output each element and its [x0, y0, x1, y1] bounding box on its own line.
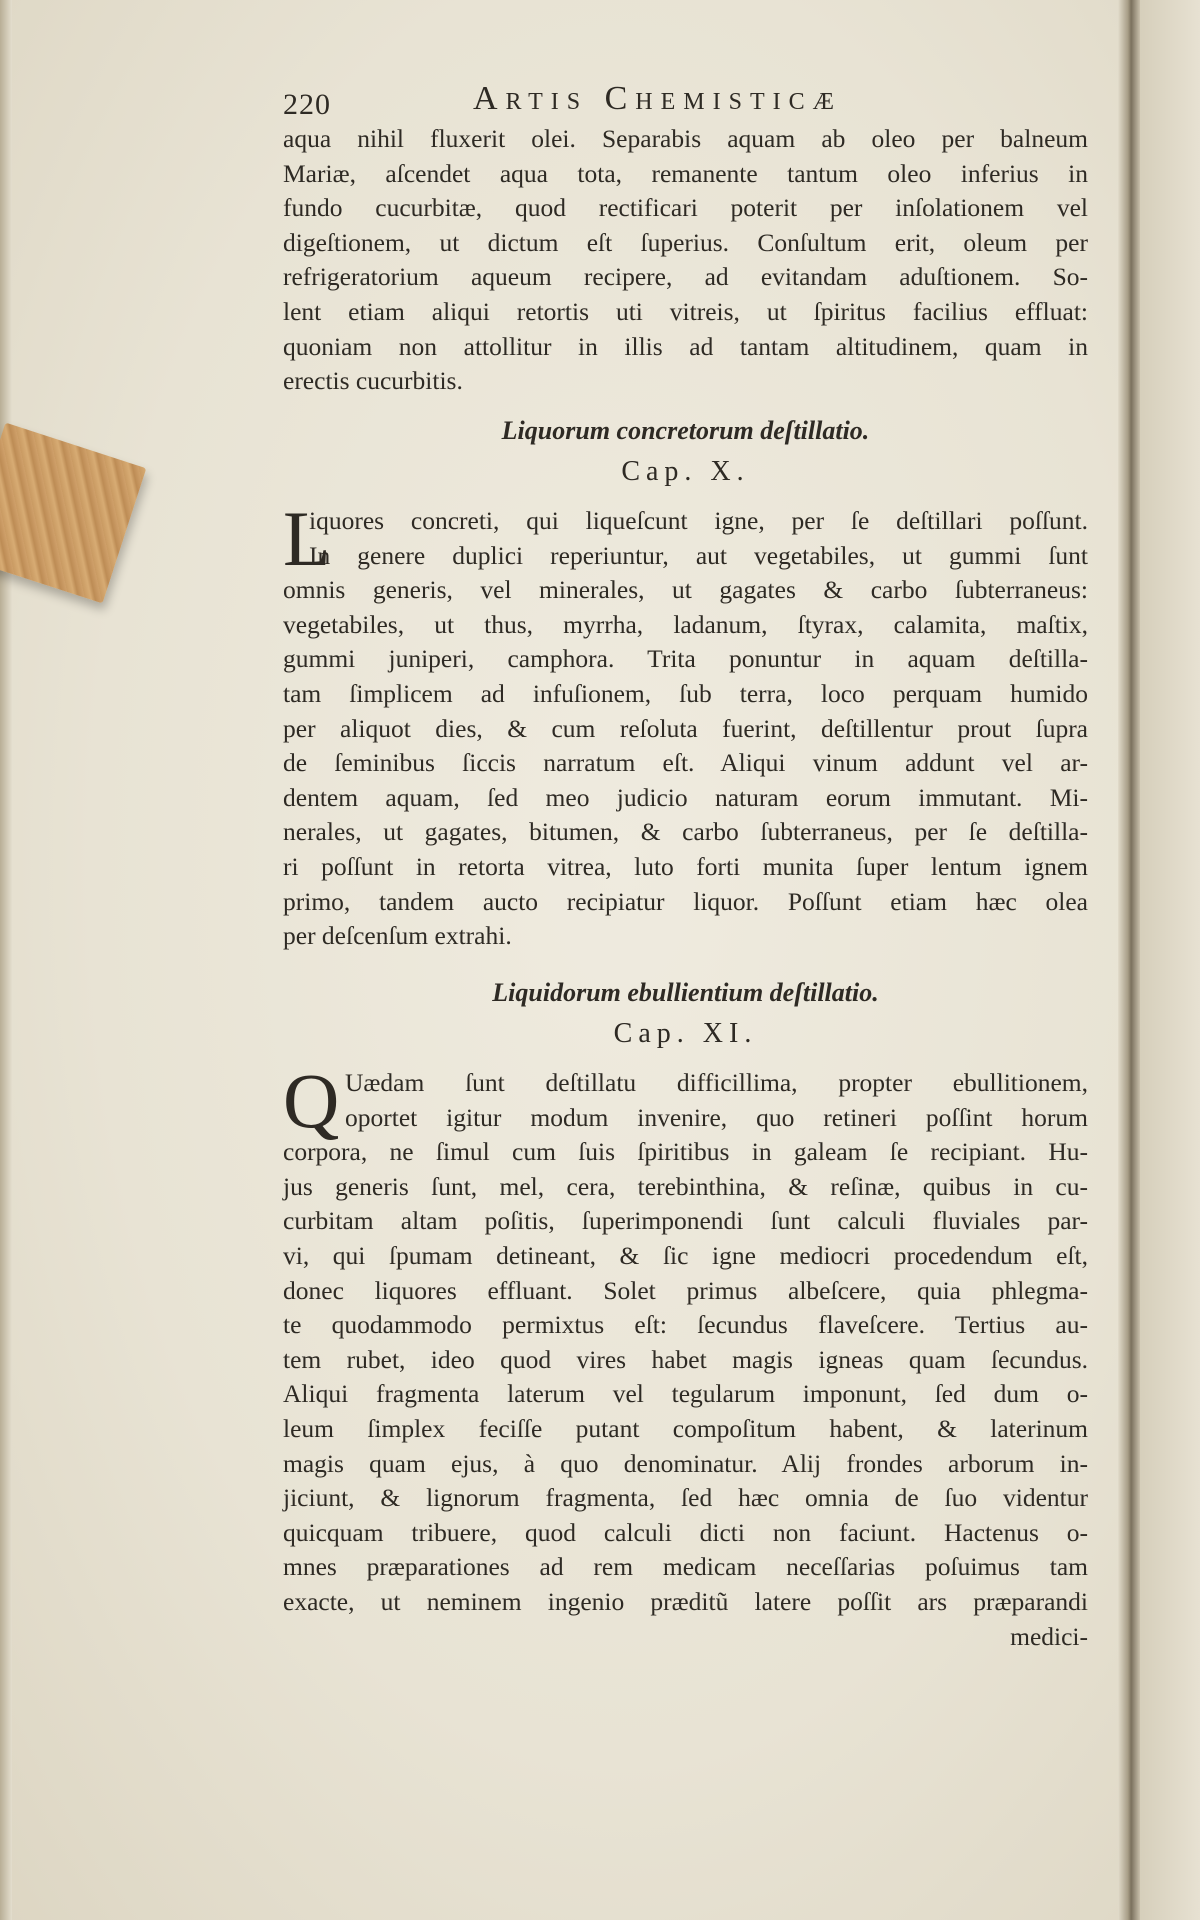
text-line: vi, qui ſpumam detineant, & ſic igne mediocri procedendum eſt, [283, 1240, 1088, 1270]
dropcap-q: Q [283, 1057, 340, 1144]
text-line: In genere duplici reperiuntur, aut vegetabiles, ut gummi ſunt [309, 540, 1088, 570]
text-line: magis quam ejus, à quo denominatur. Alij frondes arborum in- [283, 1448, 1088, 1478]
text-line: Aliqui fragmenta laterum vel tegularum imponunt, ſed dum o- [283, 1379, 1088, 1409]
text-line: nerales, ut gagates, bitumen, & carbo ſubterraneus, per ſe deſtilla- [283, 817, 1088, 847]
chapter-heading-cap-xi: Cap. XI. [613, 1018, 758, 1049]
header-title: Artis Chemisticæ [473, 80, 842, 117]
text-line: primo, tandem aucto recipiatur liquor. Poſſunt etiam hæc olea [283, 886, 1088, 916]
text-line: erectis cucurbitis. [283, 366, 463, 396]
text-line: corpora, ne ſimul cum ſuis ſpiritibus in galeam ſe recipiant. Hu- [283, 1137, 1088, 1167]
text-line: aqua nihil fluxerit olei. Separabis aquam ab oleo per balneum [283, 124, 1088, 153]
book-gutter [1118, 0, 1140, 1920]
text-line: ri poſſunt in retorta vitrea, luto forti munita ſuper lentum ignem [283, 851, 1088, 881]
text-line: mnes præparationes ad rem medicam neceſſarias poſuimus tam [283, 1552, 1088, 1582]
text-line: donec liquores effluant. Solet primus albeſcere, quia phlegma- [283, 1275, 1088, 1305]
text-line: leum ſimplex feciſſe putant compoſitum habent, & laterinum [283, 1413, 1088, 1443]
text-line: tam ſimplicem ad infuſionem, ſub terra, loco perquam humido [283, 678, 1088, 708]
page-number: 220 [283, 88, 331, 121]
text-line: exacte, ut neminem ingenio præditũ latere poſſit ars præparandi [283, 1586, 1088, 1616]
page-left-edge [0, 0, 12, 1920]
paragraph-cap-xi [283, 1057, 1088, 1654]
facing-page-edge [1140, 0, 1200, 1920]
text-line: vegetabiles, ut thus, myrrha, ladanum, ſtyrax, calamita, maſtix, [283, 609, 1088, 639]
text-line: omnis generis, vel minerales, ut gagates & carbo ſubterraneus: [283, 575, 1088, 605]
text-line: dentem aquam, ſed meo judicio naturam eorum immutant. Mi- [283, 782, 1088, 812]
text-line: per aliquot dies, & cum reſoluta fuerint, deſtillentur prout ſupra [283, 713, 1088, 743]
text-line: de ſeminibus ſiccis narratum eſt. Aliqui vinum addunt vel ar- [283, 748, 1088, 778]
text-line: te quodammodo permixtus eſt: ſecundus flaveſcere. Tertius au- [283, 1310, 1088, 1340]
text-line: oportet igitur modum invenire, quo retineri poſſint horum [345, 1102, 1088, 1132]
text-line: curbitam altam poſitis, ſuperimponendi ſunt calculi fluviales par- [283, 1206, 1088, 1236]
section-title-cap-xi: Liquidorum ebullientium deſtillatio. [492, 978, 879, 1007]
text-line: iquores concreti, qui liqueſcunt igne, per ſe deſtillari poſſunt. [309, 506, 1088, 535]
text-line: Mariæ, aſcendet aqua tota, remanente tantum oleo inferius in [283, 158, 1088, 188]
text-line: per deſcenſum extrahi. [283, 921, 512, 951]
text-line: jiciunt, & lignorum fragmenta, ſed hæc omnia de ſuo videntur [283, 1483, 1088, 1513]
text-line: jus generis ſunt, mel, cera, terebinthina, & reſinæ, quibus in cu- [283, 1171, 1088, 1201]
text-line: quoniam non attollitur in illis ad tantam altitudinem, quam in [283, 331, 1088, 361]
chapter-heading-cap-x: Cap. X. [621, 456, 750, 487]
text-line: refrigeratorium aqueum recipere, ad evitandam aduſtionem. So- [283, 262, 1088, 292]
dropcap-l: L [283, 495, 331, 582]
continuation-paragraph [283, 122, 1088, 399]
paragraph-cap-x [283, 495, 1088, 954]
text-line: digeſtionem, ut dictum eſt ſuperius. Conſultum erit, oleum per [283, 227, 1088, 257]
section-title-cap-x: Liquorum concretorum deſtillatio. [501, 416, 870, 445]
text-line: Uædam ſunt deſtillatu difficillima, propter ebullitionem, [345, 1068, 1088, 1097]
running-head [283, 74, 903, 120]
text-line: gummi juniperi, camphora. Trita ponuntur in aquam deſtilla- [283, 644, 1088, 674]
text-line: tem rubet, ideo quod vires habet magis igneas quam ſecundus. [283, 1344, 1088, 1374]
catchword: medici- [1010, 1621, 1088, 1651]
text-line: lent etiam aliqui retortis uti vitreis, ut ſpiritus facilius effluat: [283, 296, 1088, 326]
text-line: quicquam tribuere, quod calculi dicti non faciunt. Hactenus o- [283, 1517, 1088, 1547]
text-line: fundo cucurbitæ, quod rectificari poterit per inſolationem vel [283, 193, 1088, 223]
